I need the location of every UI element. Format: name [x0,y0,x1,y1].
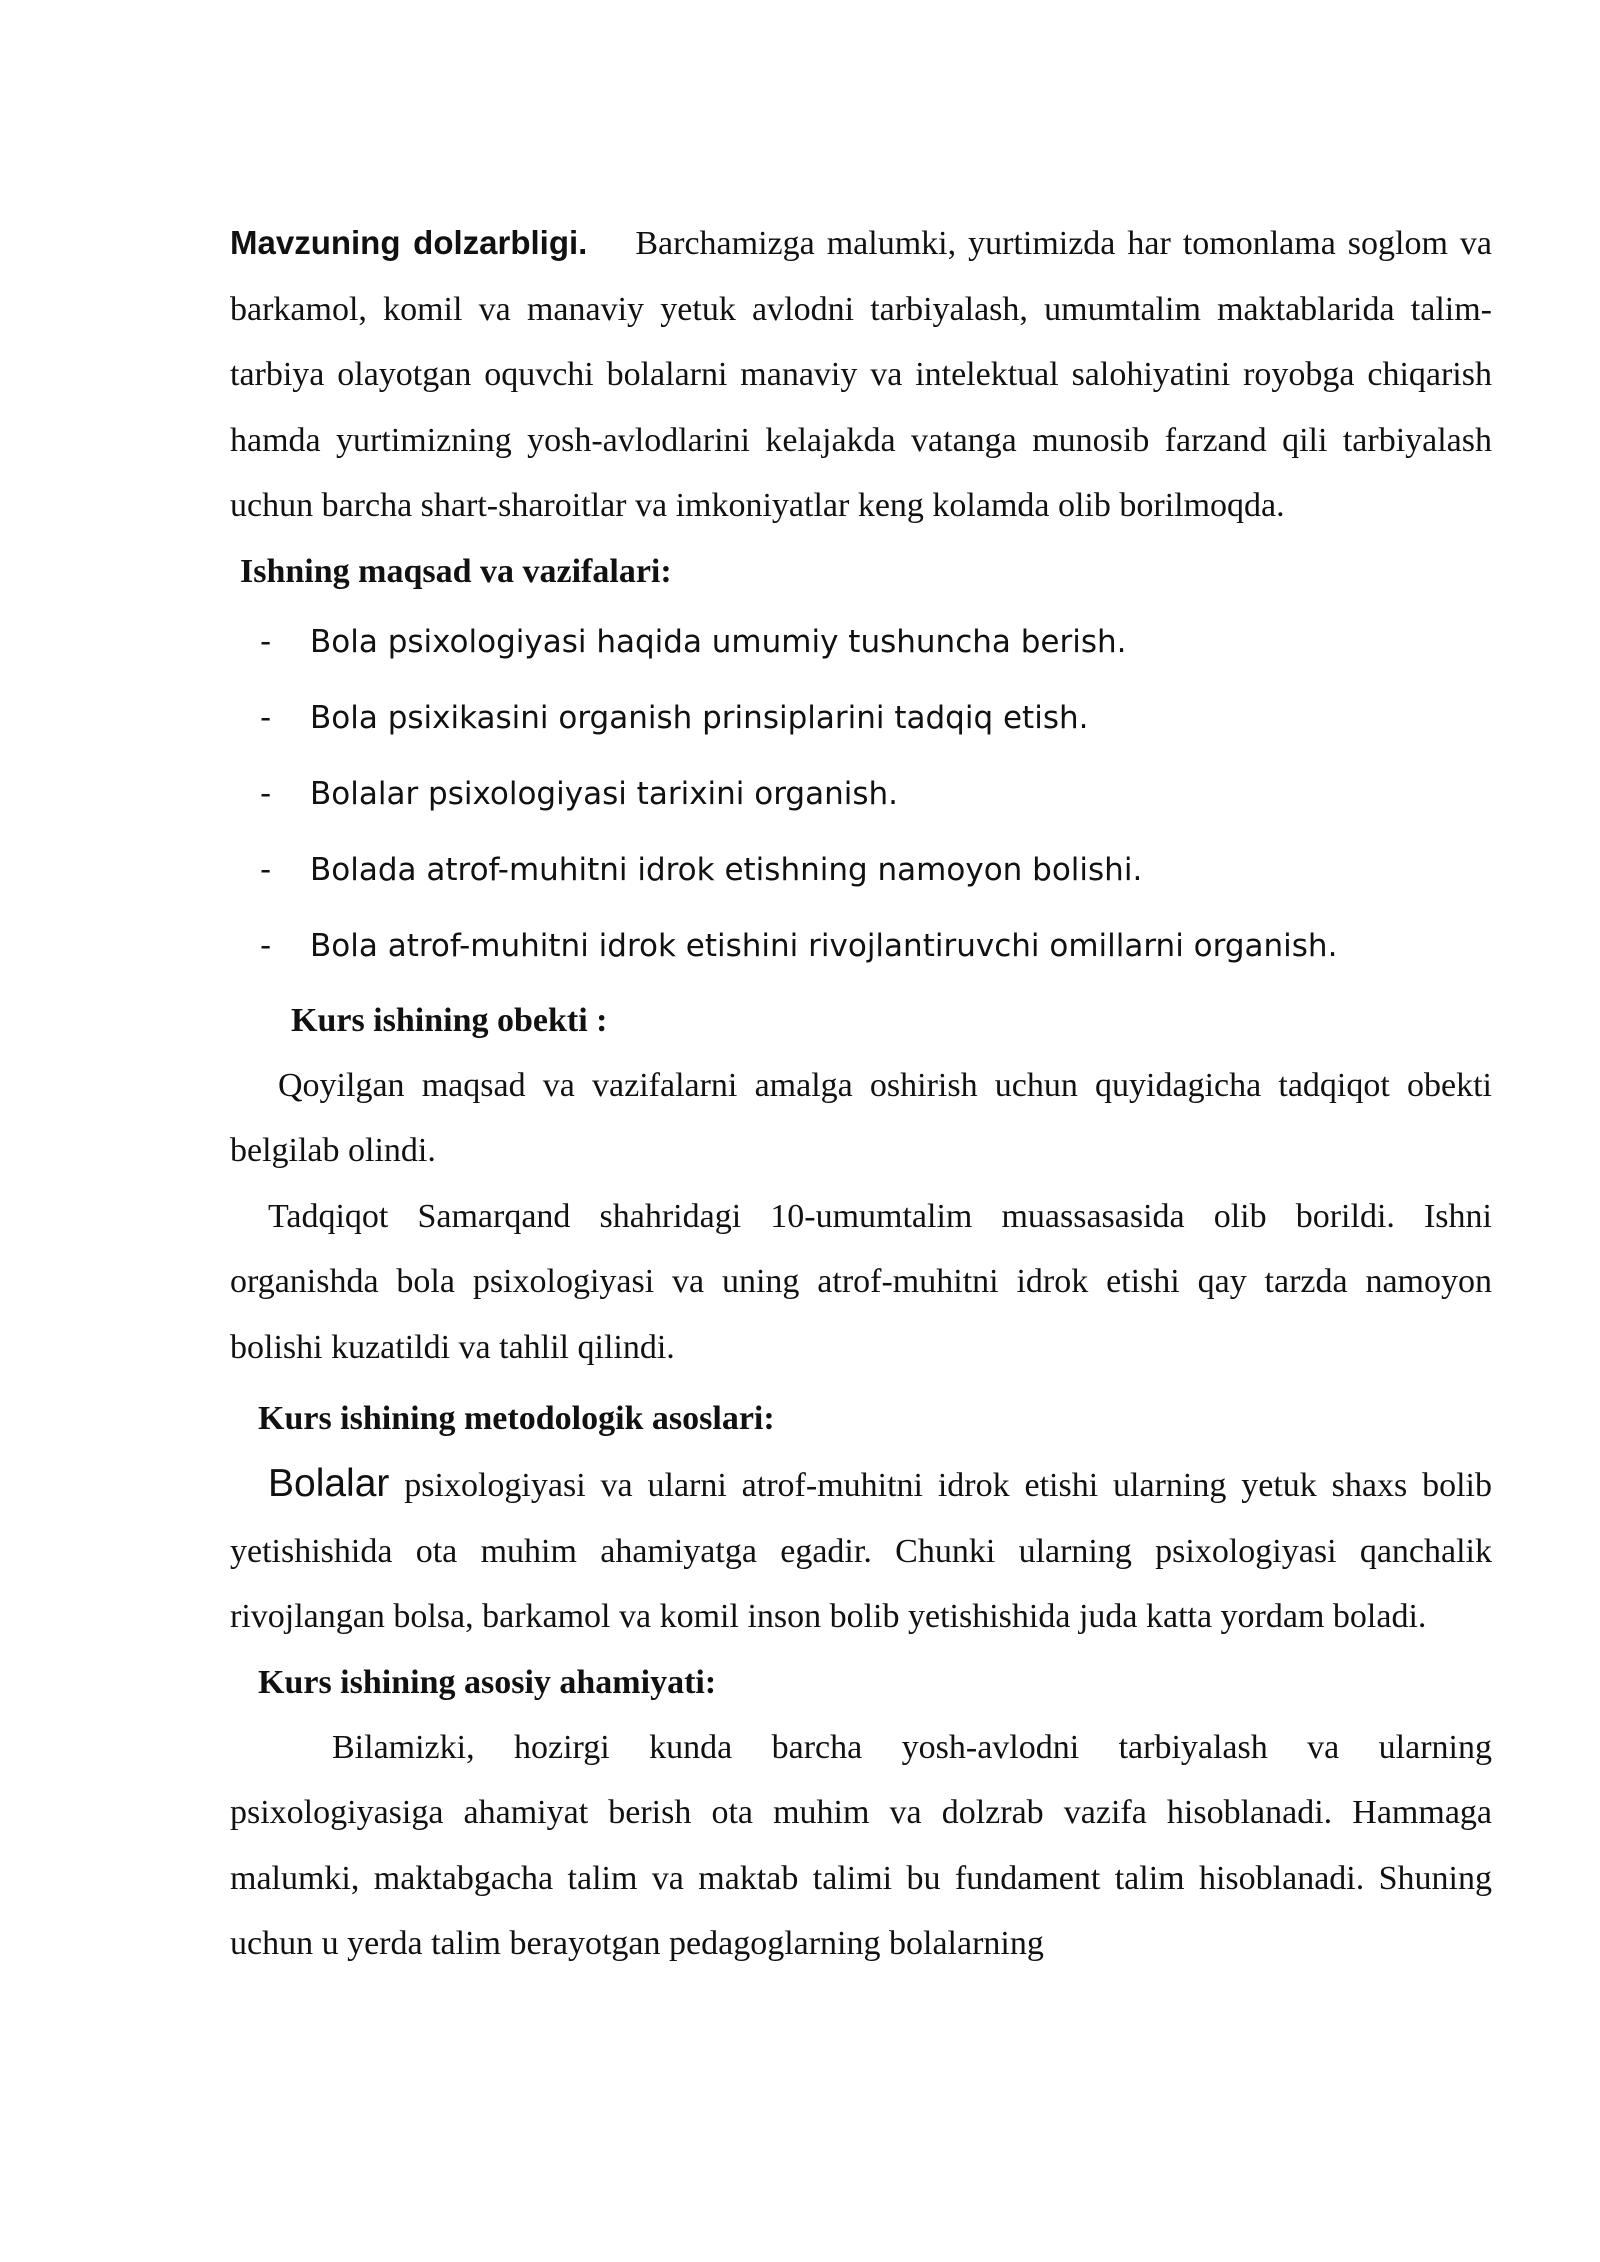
list-item-text: Bola psixologiyasi haqida umumiy tushuncha berish. [310,623,1127,660]
list-item-text: Bolada atrof-muhitni idrok etishning namoyon bolishi. [310,851,1143,888]
methodology-heading: Kurs ishining metodologik asoslari: [258,1400,775,1437]
bullet-dash: - [260,775,272,812]
goals-heading: Ishning maqsad va vazifalari: [240,552,672,590]
goals-list [230,604,1492,984]
document-page [230,210,1492,1977]
object-heading: Kurs ishining obekti : [291,1001,608,1039]
methodology-text: psixologiyasi va ularni atrof-muhitni idrok etishi ularning yetuk shaxs bolib yetishishida ota muhim ahamiyatga egadir. Chunki ularning psixologiyasi qanchalik rivojlangan bolsa, barkamol va komil inson bolib yetishishida juda katta yordam boladi. [230,1467,1492,1635]
list-item-text: Bolalar psixologiyasi tarixini organish. [310,775,899,812]
object-paragraph-2: Tadqiqot Samarqand shahridagi 10-umumtalim muassasasida olib borildi. Ishni organishda bola psixologiyasi va uning atrof-muhitni idrok etishi qay tarzda namoyon bolishi kuzatildi va tahlil qilindi. [230,1197,1492,1366]
list-item-text: Bola atrof-muhitni idrok etishini rivojlantiruvchi omillarni organish. [310,927,1338,964]
intro-heading: Mavzuning dolzarbligi. [230,224,588,261]
intro-paragraph [230,210,1492,539]
list-item [230,680,1492,756]
list-item [230,604,1492,680]
list-item [230,832,1492,908]
list-item [230,756,1492,832]
intro-text: Barchamizga malumki, yurtimizda har tomonlama soglom va barkamol, komil va manaviy yetuk avlodni tarbiyalash, umumtalim maktablarida talim-tarbiya olayotgan oquvchi bolalarni manaviy va intelektual salohiyatini royobga chiqarish hamda yurtimizning yosh-avlodlarini kelajakda vatanga munosib farzand qili tarbiyalash uchun barcha shart-sharoitlar va imkoniyatlar keng kolamda olib borilmoqda. [230,225,1493,524]
list-item-text: Bola psixikasini organish prinsiplarini tadqiq etish. [310,699,1089,736]
methodology-paragraph [230,1451,1492,1650]
bullet-dash: - [260,623,272,660]
object-paragraph-1: Qoyilgan maqsad va vazifalarni amalga oshirish uchun quyidagicha tadqiqot obekti belgilab olindi. [230,1066,1492,1169]
bullet-dash: - [260,699,272,736]
importance-paragraph: Bilamizki, hozirgi kunda barcha yosh-avlodni tarbiyalash va ularning psixologiyasiga ahamiyat berish ota muhim va dolzrab vazifa hisoblanadi. Hammaga malumki, maktabgacha talim va maktab talimi bu fundament talim hisoblanadi. Shuning uchun u yerda talim berayotgan pedagoglarning bolalarning [230,1728,1492,1962]
list-item [230,908,1492,984]
bullet-dash: - [260,851,272,888]
importance-heading: Kurs ishining asosiy ahamiyati: [258,1663,717,1701]
bullet-dash: - [260,927,272,964]
methodology-first-word: Bolalar [268,1462,390,1505]
